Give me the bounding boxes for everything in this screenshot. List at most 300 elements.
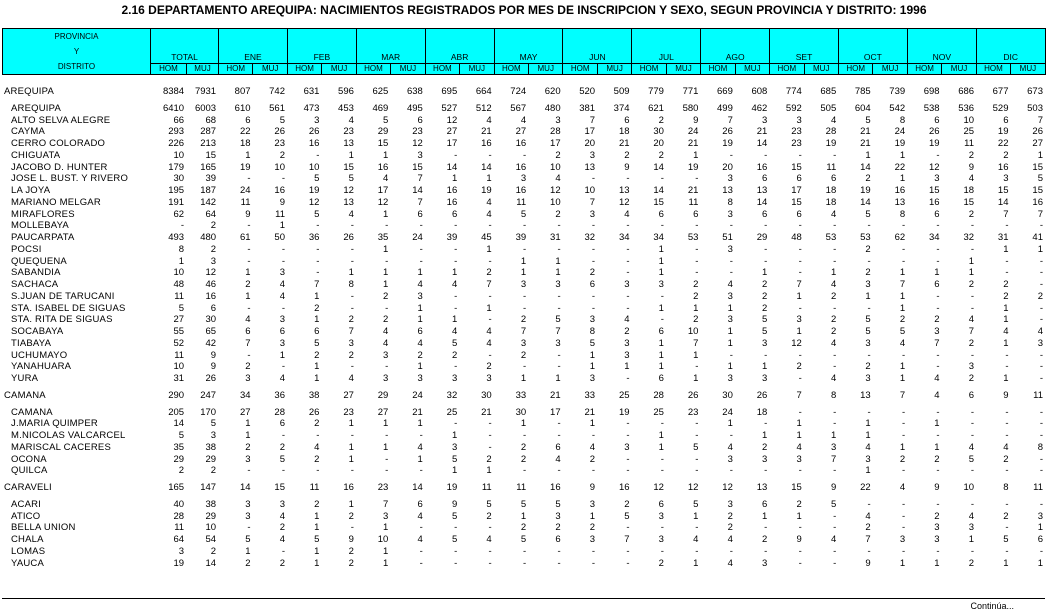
cell-value: - xyxy=(936,545,940,557)
cell-value: - xyxy=(454,290,458,302)
cell-value: 2 xyxy=(520,522,527,534)
cell-value: 12 xyxy=(205,267,217,279)
cell-value: 16 xyxy=(618,482,630,493)
cell-value: 4 xyxy=(279,279,285,290)
cell-value: 8 xyxy=(727,196,733,208)
cell-value: - xyxy=(385,453,389,465)
cell-value: 21 xyxy=(860,138,871,149)
cell-value: 25 xyxy=(653,406,664,418)
cell-value: 8 xyxy=(1003,482,1009,493)
cell-value: 4 xyxy=(279,290,285,302)
cell-value: 3 xyxy=(762,373,768,384)
cell-value: 19 xyxy=(173,557,185,569)
cell-value: 1 xyxy=(520,267,527,279)
cell-value: 1 xyxy=(658,302,664,314)
cell-value: 12 xyxy=(687,482,699,493)
cell-value: 16 xyxy=(446,196,458,208)
cell-value: 39 xyxy=(515,232,527,243)
cell-value: 9 xyxy=(348,534,354,545)
cell-value: 3 xyxy=(934,522,940,534)
cell-value: 3 xyxy=(968,522,975,534)
cell-value: 5 xyxy=(693,498,699,510)
cell-value: 1 xyxy=(899,149,906,161)
cell-value: 14 xyxy=(481,161,492,173)
data-table-body xyxy=(2,86,1045,569)
cell-value: 26 xyxy=(722,126,733,138)
cell-value: 4 xyxy=(727,534,733,545)
cell-value: - xyxy=(1039,255,1043,267)
cell-value: 1 xyxy=(934,441,940,453)
cell-value: 4 xyxy=(383,337,389,349)
cell-value: 527 xyxy=(441,102,458,114)
district-name: PAUCARPATA xyxy=(11,232,75,243)
cell-value: 11 xyxy=(174,349,185,361)
cell-value: 3 xyxy=(417,373,423,384)
cell-value: - xyxy=(626,267,630,279)
cell-value: 1 xyxy=(658,430,664,441)
cell-value: 11 xyxy=(309,482,320,493)
cell-value: 1 xyxy=(693,373,699,384)
cell-value: 4 xyxy=(245,314,251,326)
month-header-ene: ENE xyxy=(219,29,288,64)
cell-value: 2 xyxy=(1003,279,1009,290)
cell-value: - xyxy=(281,255,285,267)
cell-value: - xyxy=(454,545,458,557)
cell-value: 7 xyxy=(589,196,596,208)
month-header-jun: JUN xyxy=(563,29,632,64)
cell-value: 5 xyxy=(865,314,871,326)
cell-value: - xyxy=(591,430,596,441)
cell-value: 1 xyxy=(314,290,320,302)
cell-value: 2 xyxy=(245,361,251,373)
sex-header-muj: MUJ xyxy=(187,63,219,75)
cell-value: 610 xyxy=(234,102,251,114)
cell-value: 3 xyxy=(589,314,596,326)
cell-value: 2 xyxy=(348,314,354,326)
cell-value: - xyxy=(1039,430,1043,441)
cell-value: 1 xyxy=(417,267,423,279)
cell-value: 12 xyxy=(412,138,423,149)
cell-value: 1 xyxy=(417,453,423,465)
district-row xyxy=(2,454,1045,466)
cell-value: - xyxy=(660,465,664,477)
cell-value: - xyxy=(798,406,802,418)
cell-value: - xyxy=(764,465,768,477)
cell-value: 1 xyxy=(383,441,389,453)
cell-value: 5 xyxy=(486,498,492,510)
cell-value: 542 xyxy=(889,102,906,114)
cell-value: - xyxy=(488,430,492,441)
cell-value: 4 xyxy=(624,208,630,220)
cell-value: - xyxy=(833,349,837,361)
cell-value: 374 xyxy=(613,102,630,114)
cell-value: 1 xyxy=(451,465,458,477)
cell-value: - xyxy=(350,290,354,302)
cell-value: 1 xyxy=(796,418,802,430)
cell-value: 1 xyxy=(727,326,733,337)
month-header-mar: MAR xyxy=(356,29,425,64)
cell-value: 27 xyxy=(377,406,389,418)
month-header-feb: FEB xyxy=(287,29,356,64)
cell-value: 4 xyxy=(486,326,492,337)
cell-value: - xyxy=(419,557,423,569)
cell-value: 1 xyxy=(658,243,664,255)
district-name: S.JUAN DE TARUCANI xyxy=(11,290,115,302)
cell-value: 5 xyxy=(865,208,871,220)
cell-value: 1 xyxy=(348,498,354,510)
cell-value: 4 xyxy=(417,534,423,545)
cell-value: 4 xyxy=(451,279,458,290)
cell-value: 7931 xyxy=(194,86,217,97)
cell-value: 1 xyxy=(520,255,527,267)
cell-value: - xyxy=(695,220,699,232)
cell-value: 503 xyxy=(1027,102,1043,114)
cell-value: 2 xyxy=(727,510,733,522)
cell-value: 11 xyxy=(964,138,975,149)
cell-value: - xyxy=(626,557,630,569)
cell-value: 3 xyxy=(762,557,768,569)
cell-value: 1 xyxy=(899,361,906,373)
cell-value: - xyxy=(729,465,733,477)
cell-value: 27 xyxy=(239,406,251,418)
cell-value: 5 xyxy=(314,173,320,185)
cell-value: 592 xyxy=(785,102,802,114)
cell-value: - xyxy=(316,267,320,279)
cell-value: 19 xyxy=(825,138,837,149)
cell-value: 1 xyxy=(899,290,906,302)
cell-value: 3 xyxy=(178,545,185,557)
cell-value: 1 xyxy=(520,373,527,384)
cell-value: 8 xyxy=(899,114,906,126)
cell-value: 2 xyxy=(314,349,320,361)
cell-value: 686 xyxy=(958,86,975,97)
sex-header-muj: MUJ xyxy=(253,63,287,75)
cell-value: 673 xyxy=(1027,86,1043,97)
cell-value: 2 xyxy=(417,349,423,361)
cell-value: 2 xyxy=(245,441,251,453)
cell-value: - xyxy=(591,220,596,232)
cell-value: 2 xyxy=(1003,453,1009,465)
cell-value: - xyxy=(729,349,733,361)
cell-value: 2 xyxy=(486,267,492,279)
cell-value: 64 xyxy=(173,534,185,545)
cell-value: 7 xyxy=(1037,114,1043,126)
cell-value: - xyxy=(350,522,354,534)
sex-header-muj: MUJ xyxy=(666,63,700,75)
cell-value: - xyxy=(867,545,871,557)
cell-value: - xyxy=(1039,302,1043,314)
cell-value: 5 xyxy=(383,114,389,126)
cell-value: 28 xyxy=(550,126,561,138)
cell-value: 4 xyxy=(486,208,492,220)
cell-value: 2 xyxy=(934,453,940,465)
cell-value: 30 xyxy=(205,314,217,326)
cell-value: 1 xyxy=(934,418,940,430)
cell-value: 14 xyxy=(446,161,458,173)
cell-value: 2 xyxy=(968,279,975,290)
cell-value: 698 xyxy=(923,86,940,97)
cell-value: - xyxy=(281,361,285,373)
table-header xyxy=(2,28,1046,75)
cell-value: - xyxy=(695,453,699,465)
cell-value: 1 xyxy=(1003,314,1009,326)
cell-value: 1 xyxy=(348,267,354,279)
sex-header-hom: HOM xyxy=(563,63,597,75)
cell-value: - xyxy=(764,243,768,255)
cell-value: 3 xyxy=(762,453,768,465)
cell-value: 30 xyxy=(653,126,664,138)
cell-value: 7 xyxy=(727,114,733,126)
cell-value: 12 xyxy=(308,196,320,208)
cell-value: 4 xyxy=(830,208,837,220)
cell-value: - xyxy=(798,149,802,161)
cell-value: 495 xyxy=(406,102,423,114)
cell-value: 5 xyxy=(762,314,768,326)
cell-value: - xyxy=(281,430,285,441)
cell-value: 493 xyxy=(168,232,185,243)
cell-value: 4 xyxy=(1003,441,1009,453)
cell-value: 2 xyxy=(1003,149,1009,161)
cell-value: 17 xyxy=(446,138,458,149)
cell-value: 11 xyxy=(275,208,285,220)
cell-value: 3 xyxy=(865,337,871,349)
cell-value: 21 xyxy=(412,406,423,418)
cell-value: - xyxy=(764,418,768,430)
cell-value: - xyxy=(350,255,354,267)
cell-value: 31 xyxy=(550,232,561,243)
cell-value: 42 xyxy=(205,337,217,349)
cell-value: 2 xyxy=(968,337,975,349)
cell-value: 1 xyxy=(968,534,975,545)
cell-value: - xyxy=(626,302,630,314)
cell-value: 2 xyxy=(555,208,561,220)
cell-value: 2 xyxy=(348,545,354,557)
cell-value: 22 xyxy=(894,161,906,173)
cell-value: 2 xyxy=(830,314,837,326)
cell-value: 2 xyxy=(865,522,871,534)
cell-value: - xyxy=(970,418,975,430)
cell-value: 53 xyxy=(825,232,837,243)
cell-value: 2 xyxy=(348,349,354,361)
cell-value: - xyxy=(695,465,699,477)
cell-value: 165 xyxy=(200,161,217,173)
cell-value: 33 xyxy=(515,389,527,401)
district-name: STA. RITA DE SIGUAS xyxy=(11,314,113,326)
cell-value: 2 xyxy=(762,279,768,290)
district-name: QUILCA xyxy=(11,465,48,477)
cell-value: - xyxy=(454,243,458,255)
sex-header-muj: MUJ xyxy=(942,63,976,75)
cell-value: 1 xyxy=(245,149,251,161)
cell-value: 205 xyxy=(168,406,185,418)
cell-value: 13 xyxy=(756,482,768,493)
cell-value: 4 xyxy=(520,114,527,126)
cell-value: - xyxy=(867,220,871,232)
cell-value: 32 xyxy=(963,232,975,243)
cell-value: - xyxy=(557,418,561,430)
cell-value: 34 xyxy=(653,232,664,243)
cell-value: - xyxy=(1039,220,1043,232)
cell-value: 1 xyxy=(1037,243,1043,255)
district-row xyxy=(2,126,1045,138)
cell-value: - xyxy=(591,255,596,267)
cell-value: 55 xyxy=(173,326,185,337)
cell-value: 20 xyxy=(722,161,733,173)
cell-value: 1 xyxy=(520,418,527,430)
sex-header-muj: MUJ xyxy=(460,63,494,75)
district-row xyxy=(2,418,1045,430)
cell-value: 19 xyxy=(446,482,458,493)
cell-value: 16 xyxy=(997,161,1009,173)
cell-value: 5 xyxy=(314,534,320,545)
cell-value: 18 xyxy=(825,196,837,208)
cell-value: 6 xyxy=(555,441,561,453)
cell-value: 669 xyxy=(717,86,733,97)
cell-value: 11 xyxy=(240,196,251,208)
cell-value: 3 xyxy=(727,314,733,326)
cell-value: - xyxy=(350,465,354,477)
cell-value: 2 xyxy=(762,441,768,453)
cell-value: 5 xyxy=(624,510,630,522)
cell-value: 9 xyxy=(796,534,802,545)
cell-value: 142 xyxy=(200,196,217,208)
cell-value: 8 xyxy=(589,326,596,337)
cell-value: 3 xyxy=(934,534,940,545)
cell-value: 4 xyxy=(555,453,561,465)
cell-value: 62 xyxy=(173,208,185,220)
cell-value: 14 xyxy=(173,418,185,430)
cell-value: 16 xyxy=(446,185,458,196)
cell-value: 28 xyxy=(173,510,185,522)
cell-value: 2 xyxy=(865,243,871,255)
cell-value: 561 xyxy=(269,102,285,114)
cell-value: 2 xyxy=(865,361,871,373)
cell-value: 27 xyxy=(343,389,354,401)
cell-value: - xyxy=(557,361,561,373)
cell-value: - xyxy=(385,465,389,477)
cell-value: - xyxy=(764,545,768,557)
cell-value: 7 xyxy=(830,453,837,465)
cell-value: 1 xyxy=(383,418,389,430)
cell-value: 3 xyxy=(727,290,733,302)
cell-value: 17 xyxy=(584,126,596,138)
cell-value: 1 xyxy=(314,510,320,522)
cell-value: 7 xyxy=(796,279,802,290)
cell-value: 2 xyxy=(486,510,492,522)
cell-value: 2 xyxy=(658,114,664,126)
district-name: JACOBO D. HUNTER xyxy=(11,161,108,173)
cell-value: - xyxy=(833,557,837,569)
cell-value: - xyxy=(901,545,906,557)
cell-value: - xyxy=(729,430,733,441)
cell-value: - xyxy=(660,173,664,185)
cell-value: 1 xyxy=(658,349,664,361)
cell-value: 9 xyxy=(589,482,596,493)
cell-value: 4 xyxy=(934,389,940,401)
cell-value: 596 xyxy=(338,86,354,97)
cell-value: 4 xyxy=(727,441,733,453)
cell-value: 664 xyxy=(475,86,492,97)
cell-value: 10 xyxy=(550,161,561,173)
cell-value: - xyxy=(281,465,285,477)
cell-value: 26 xyxy=(687,389,699,401)
cell-value: - xyxy=(1005,522,1009,534)
cell-value: 5 xyxy=(314,208,320,220)
cell-value: 6 xyxy=(279,418,285,430)
province-name: AREQUIPA xyxy=(4,86,54,97)
cell-value: 213 xyxy=(200,138,217,149)
cell-value: 1 xyxy=(762,510,768,522)
cell-value: 22 xyxy=(239,126,251,138)
cell-value: - xyxy=(522,465,527,477)
cell-value: - xyxy=(798,557,802,569)
cell-value: 1 xyxy=(383,149,389,161)
province-row xyxy=(2,482,1045,494)
cell-value: 45 xyxy=(481,232,492,243)
cell-value: - xyxy=(350,302,354,314)
cell-value: 1 xyxy=(899,557,906,569)
cell-value: 4 xyxy=(968,314,975,326)
cell-value: 9 xyxy=(210,349,217,361)
cell-value: 21 xyxy=(481,406,492,418)
cell-value: 3 xyxy=(727,453,733,465)
cell-value: 1 xyxy=(796,510,802,522)
cell-value: 7 xyxy=(348,326,354,337)
cell-value: 6 xyxy=(417,498,423,510)
cell-value: 1 xyxy=(693,510,699,522)
cell-value: 2 xyxy=(762,290,768,302)
cell-value: 3 xyxy=(727,173,733,185)
cell-value: 1 xyxy=(245,545,251,557)
cell-value: - xyxy=(695,545,699,557)
cell-value: 3 xyxy=(555,510,561,522)
cell-value: - xyxy=(591,290,596,302)
cell-value: 1 xyxy=(658,337,664,349)
cell-value: 1 xyxy=(555,267,561,279)
cell-value: 62 xyxy=(894,232,906,243)
cell-value: - xyxy=(660,522,664,534)
district-name: ACARI xyxy=(11,498,42,510)
cell-value: 18 xyxy=(825,185,837,196)
cell-value: 3 xyxy=(658,510,664,522)
cell-value: 2 xyxy=(210,465,217,477)
cell-value: - xyxy=(626,522,630,534)
cell-value: 1 xyxy=(314,557,320,569)
district-name: CHALA xyxy=(11,534,44,545)
cell-value: 30 xyxy=(722,389,733,401)
cell-value: - xyxy=(385,302,389,314)
cell-value: 1 xyxy=(245,290,251,302)
cell-value: 1 xyxy=(899,267,906,279)
cell-value: - xyxy=(764,255,768,267)
district-row xyxy=(2,407,1045,419)
cell-value: 625 xyxy=(372,86,389,97)
sex-header-hom: HOM xyxy=(838,63,872,75)
cell-value: 10 xyxy=(274,161,285,173)
cell-value: 6003 xyxy=(194,102,217,114)
cell-value: 24 xyxy=(687,126,699,138)
cell-value: 1 xyxy=(383,522,389,534)
cell-value: 1 xyxy=(934,557,940,569)
cell-value: 4 xyxy=(830,114,837,126)
cell-value: 4 xyxy=(417,279,423,290)
cell-value: 3 xyxy=(245,498,251,510)
cell-value: 2 xyxy=(279,522,285,534)
cell-value: 1 xyxy=(451,173,458,185)
cell-value: - xyxy=(385,255,389,267)
cell-value: - xyxy=(557,220,561,232)
cell-value: 2 xyxy=(178,465,185,477)
